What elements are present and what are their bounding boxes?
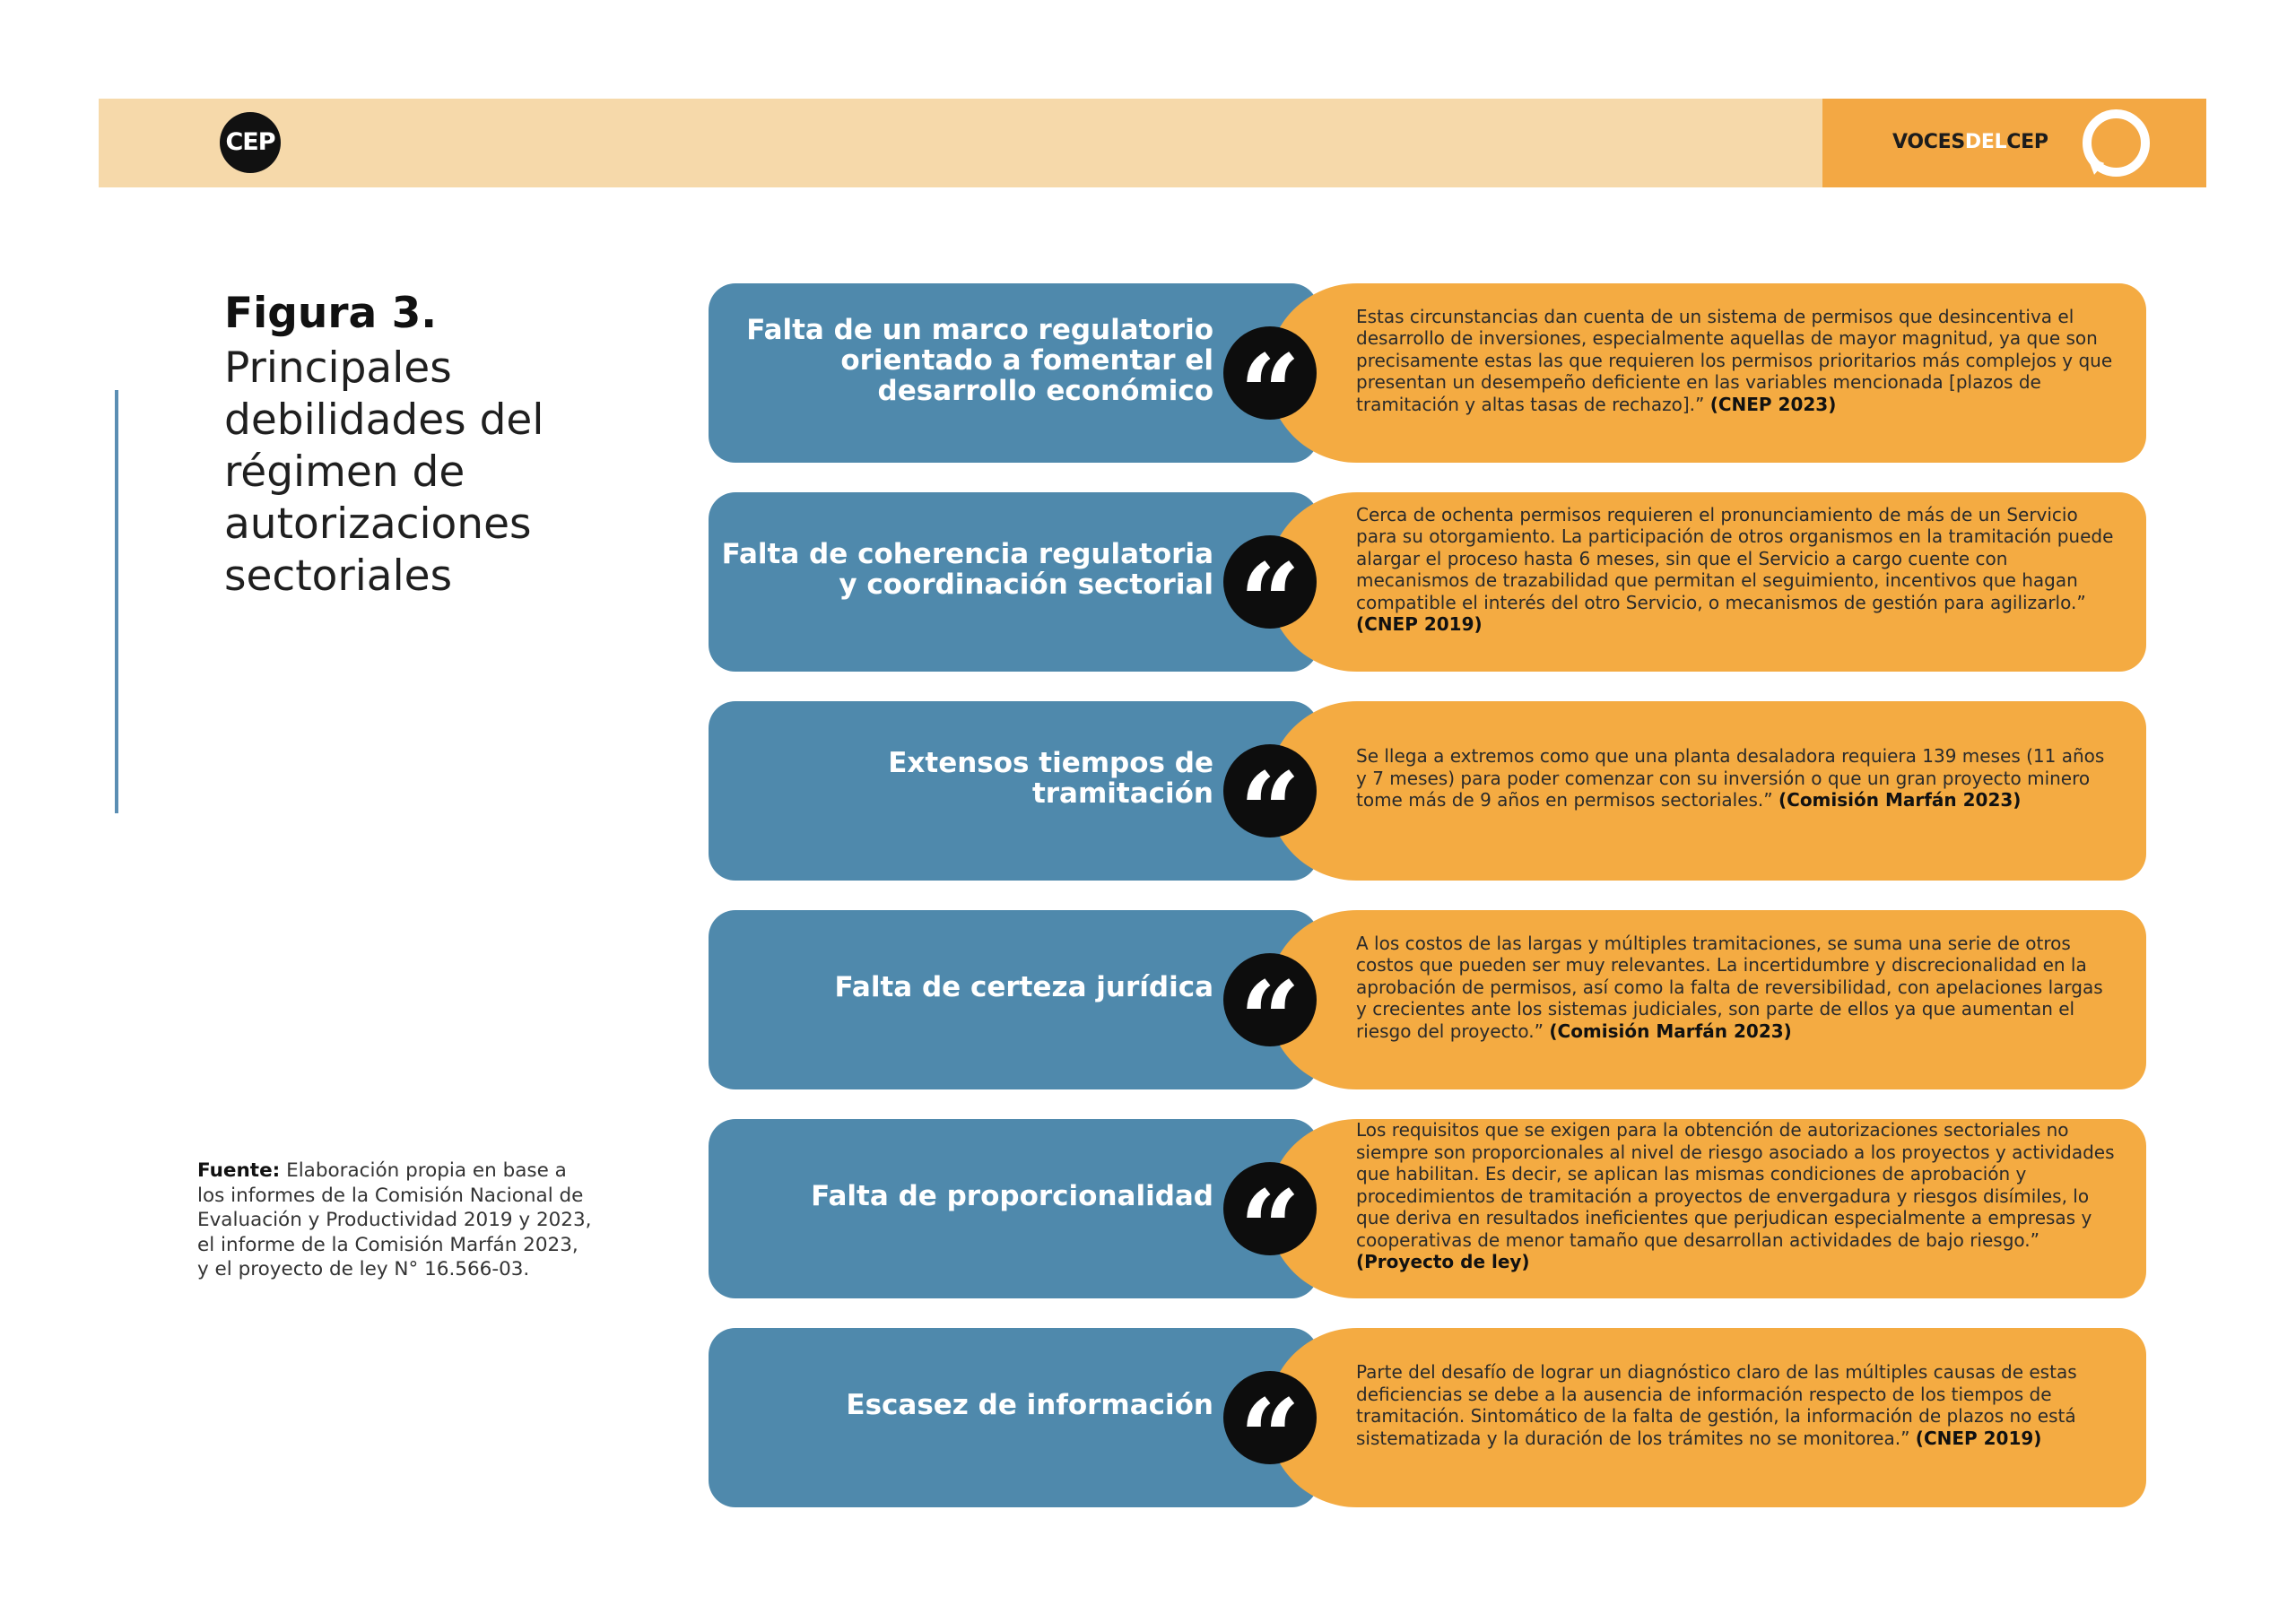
debilidad-row	[709, 1119, 2146, 1298]
source-note	[197, 1159, 592, 1282]
row-label: Escasez de información	[846, 1389, 1213, 1421]
quote-citation: (Comisión Marfán 2023)	[1549, 1020, 1792, 1042]
row-label: Falta de proporcionalidad	[811, 1180, 1213, 1212]
header-band	[99, 99, 2206, 187]
quote-text: Estas circunstancias dan cuenta de un sistema de permisos que desincentiva el desarrollo de inversiones, especialmente aquellas de mayor magnitud, ya que son precisamente estas las que requieren los permisos prioritarios más complejos y que presentan un desempeño deficiente en las variables mencionada [plazos de tramitación y altas tasas de rechazo].”	[1356, 305, 2113, 415]
accent-divider	[115, 390, 118, 813]
figure-number: Figura 3.	[224, 289, 438, 338]
quote-mark-icon: “	[1223, 535, 1317, 629]
debilidad-row	[709, 1328, 2146, 1507]
debilidad-row	[709, 701, 2146, 881]
figure-title: Principales debilidades del régimen de autorizaciones sectoriales	[224, 343, 544, 601]
row-label: Falta de certeza jurídica	[834, 971, 1213, 1003]
row-quote	[1356, 1119, 2118, 1298]
voces-del-cep-wordmark	[1892, 131, 2048, 153]
row-quote	[1356, 1328, 2118, 1507]
quote-citation: (CNEP 2023)	[1709, 393, 1837, 415]
quote-text: A los costos de las largas y múltiples tramitaciones, se suma una serie de otros costos que pueden ser muy relevantes. La incertidumbre y discrecionalidad en la aprobación de permisos, así como la falta de reversibilidad, con apelaciones largas y crecientes ante los sistemas judiciales, son parte de ellos ya que aumentan el riesgo del proyecto.”	[1356, 932, 2103, 1042]
brand-del: DEL	[1964, 131, 2007, 153]
cep-logo: CEP	[220, 112, 281, 173]
row-quote	[1356, 283, 2118, 463]
debilidad-row	[709, 492, 2146, 672]
voces-del-cep-brand	[1822, 99, 2206, 187]
quote-citation: (CNEP 2019)	[1915, 1427, 2042, 1449]
row-quote	[1356, 910, 2118, 1089]
quote-mark-icon: “	[1223, 326, 1317, 420]
row-quote	[1356, 701, 2118, 881]
row-quote	[1356, 492, 2118, 672]
quote-text: Parte del desafío de lograr un diagnóstico claro de las múltiples causas de estas deficiencias se debe a la ausencia de información respecto de los tiempos de tramitación. Sintomático de la falta de gestión, la información de plazos no está sistematizada y la duración de los trámites no se monitorea.”	[1356, 1361, 2077, 1449]
quote-mark-icon: “	[1223, 744, 1317, 838]
source-label: Fuente:	[197, 1159, 281, 1182]
source-text: Elaboración propia en base a los informes de la Comisión Nacional de Evaluación y Productividad 2019 y 2023, el informe de la Comisión Marfán 2023, y el proyecto de ley N° 16.566-03.	[197, 1159, 592, 1280]
row-label: Falta de coherencia regulatoria y coordinación sectorial	[721, 538, 1213, 601]
brand-voces: VOCES	[1892, 131, 1965, 153]
row-label: Extensos tiempos de tramitación	[888, 747, 1213, 810]
quote-text: Los requisitos que se exigen para la obtención de autorizaciones sectoriales no siempre son proporcionales al nivel de riesgo asociado a los proyectos y actividades que habilitan. Es decir, se aplican las mismas condiciones de aprobación y procedimientos de tramitación a proyectos de envergadura y riesgos disímiles, lo que deriva en resultados ineficientes que perjudican especialmente a empresas y cooperativas de menor tamaño que desarrollan actividades de bajo riesgo.”	[1356, 1119, 2115, 1251]
debilidad-row	[709, 283, 2146, 463]
quote-mark-icon: “	[1223, 1162, 1317, 1255]
quote-text: Se llega a extremos como que una planta desaladora requiera 139 meses (11 años y 7 meses) para poder comenzar con su inversión o que un gran proyecto minero tome más de 9 años en permisos sectoriales.”	[1356, 745, 2105, 812]
row-label: Falta de un marco regulatorio orientado a fomentar el desarrollo económico	[746, 314, 1213, 407]
brand-cep: CEP	[2006, 131, 2048, 153]
debilidad-row	[709, 910, 2146, 1089]
quote-citation: (Proyecto de ley)	[1356, 1251, 1530, 1273]
quote-mark-icon: “	[1223, 953, 1317, 1046]
quote-citation: (CNEP 2019)	[1356, 613, 1483, 635]
quote-mark-icon: “	[1223, 1371, 1317, 1464]
quote-text: Cerca de ochenta permisos requieren el pronunciamiento de más de un Servicio para su otorgamiento. La participación de otros organismos en la tramitación puede alargar el proceso hasta 6 meses, sin que el Servicio a cargo cuente con mecanismos de trazabilidad que permitan el seguimiento, incentivos que hagan compatible el interés del otro Servicio, o mecanismos de gestión para agilizarlo.”	[1356, 503, 2114, 613]
quote-citation: (Comisión Marfán 2023)	[1779, 789, 2022, 812]
